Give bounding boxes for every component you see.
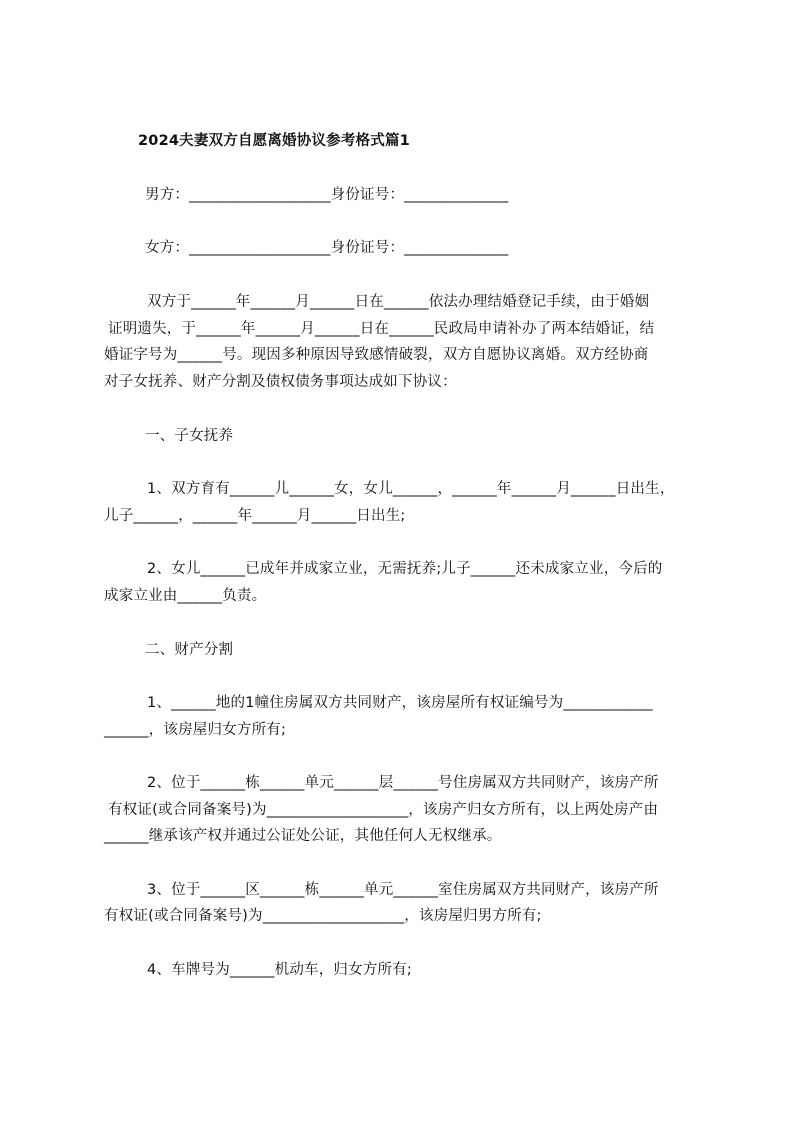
paragraph-line: 有权证(或合同备案号)为___________________，该房屋归男方所有; [104,908,542,924]
paragraph-line: 2、女儿______已成年并成家立业，无需抚养;儿子______还未成家立业，今后的 [147,561,663,577]
paragraph-line: 儿子______，______年______月______日出生; [104,508,406,524]
paragraph-line: 有权证(或合同备案号)为___________________，该房产归女方所有，以上两处房产由 [108,802,659,818]
paragraph-line: 4、车牌号为______机动车，归女方所有; [147,962,413,978]
paragraph-line: 1、______地的1幢住房属双方共同财产，该房屋所有权证编号为____________ [147,695,653,711]
wife-info-line: 女方：___________________身份证号：______________ [145,240,509,256]
section-heading-children: 一、子女抚养 [145,428,234,444]
paragraph-line: ______，该房屋归女方所有; [104,722,287,738]
paragraph-line: 证明遗失，于______年______月______日在______民政局申请补办了两本结婚证，结 [108,321,655,337]
paragraph-line: 3、位于______区______栋______单元______室住房属双方共同财产，该房产所 [147,882,659,898]
paragraph-line: 婚证字号为______号。现因多种原因导致感情破裂，双方自愿协议离婚。双方经协商 [104,347,649,363]
paragraph-line: 1、双方育有______儿______女，女儿______，______年______月______日出生， [147,481,675,497]
husband-info-line: 男方：___________________身份证号：______________ [145,187,509,203]
paragraph-line: 成家立业由______负责。 [104,588,267,604]
paragraph-line: ______继承该产权并通过公证处公证，其他任何人无权继承。 [104,828,502,844]
document-title: 2024夫妻双方自愿离婚协议参考格式篇1 [138,133,410,149]
paragraph-line: 对子女抚养、财产分割及债权债务事项达成如下协议： [104,374,457,390]
section-heading-property: 二、财产分割 [145,642,234,658]
paragraph-line: 双方于______年______月______日在______依法办理结婚登记手续，由于婚姻 [147,294,650,310]
paragraph-line: 2、位于______栋______单元______层______号住房属双方共同财产，该房产所 [147,775,659,791]
